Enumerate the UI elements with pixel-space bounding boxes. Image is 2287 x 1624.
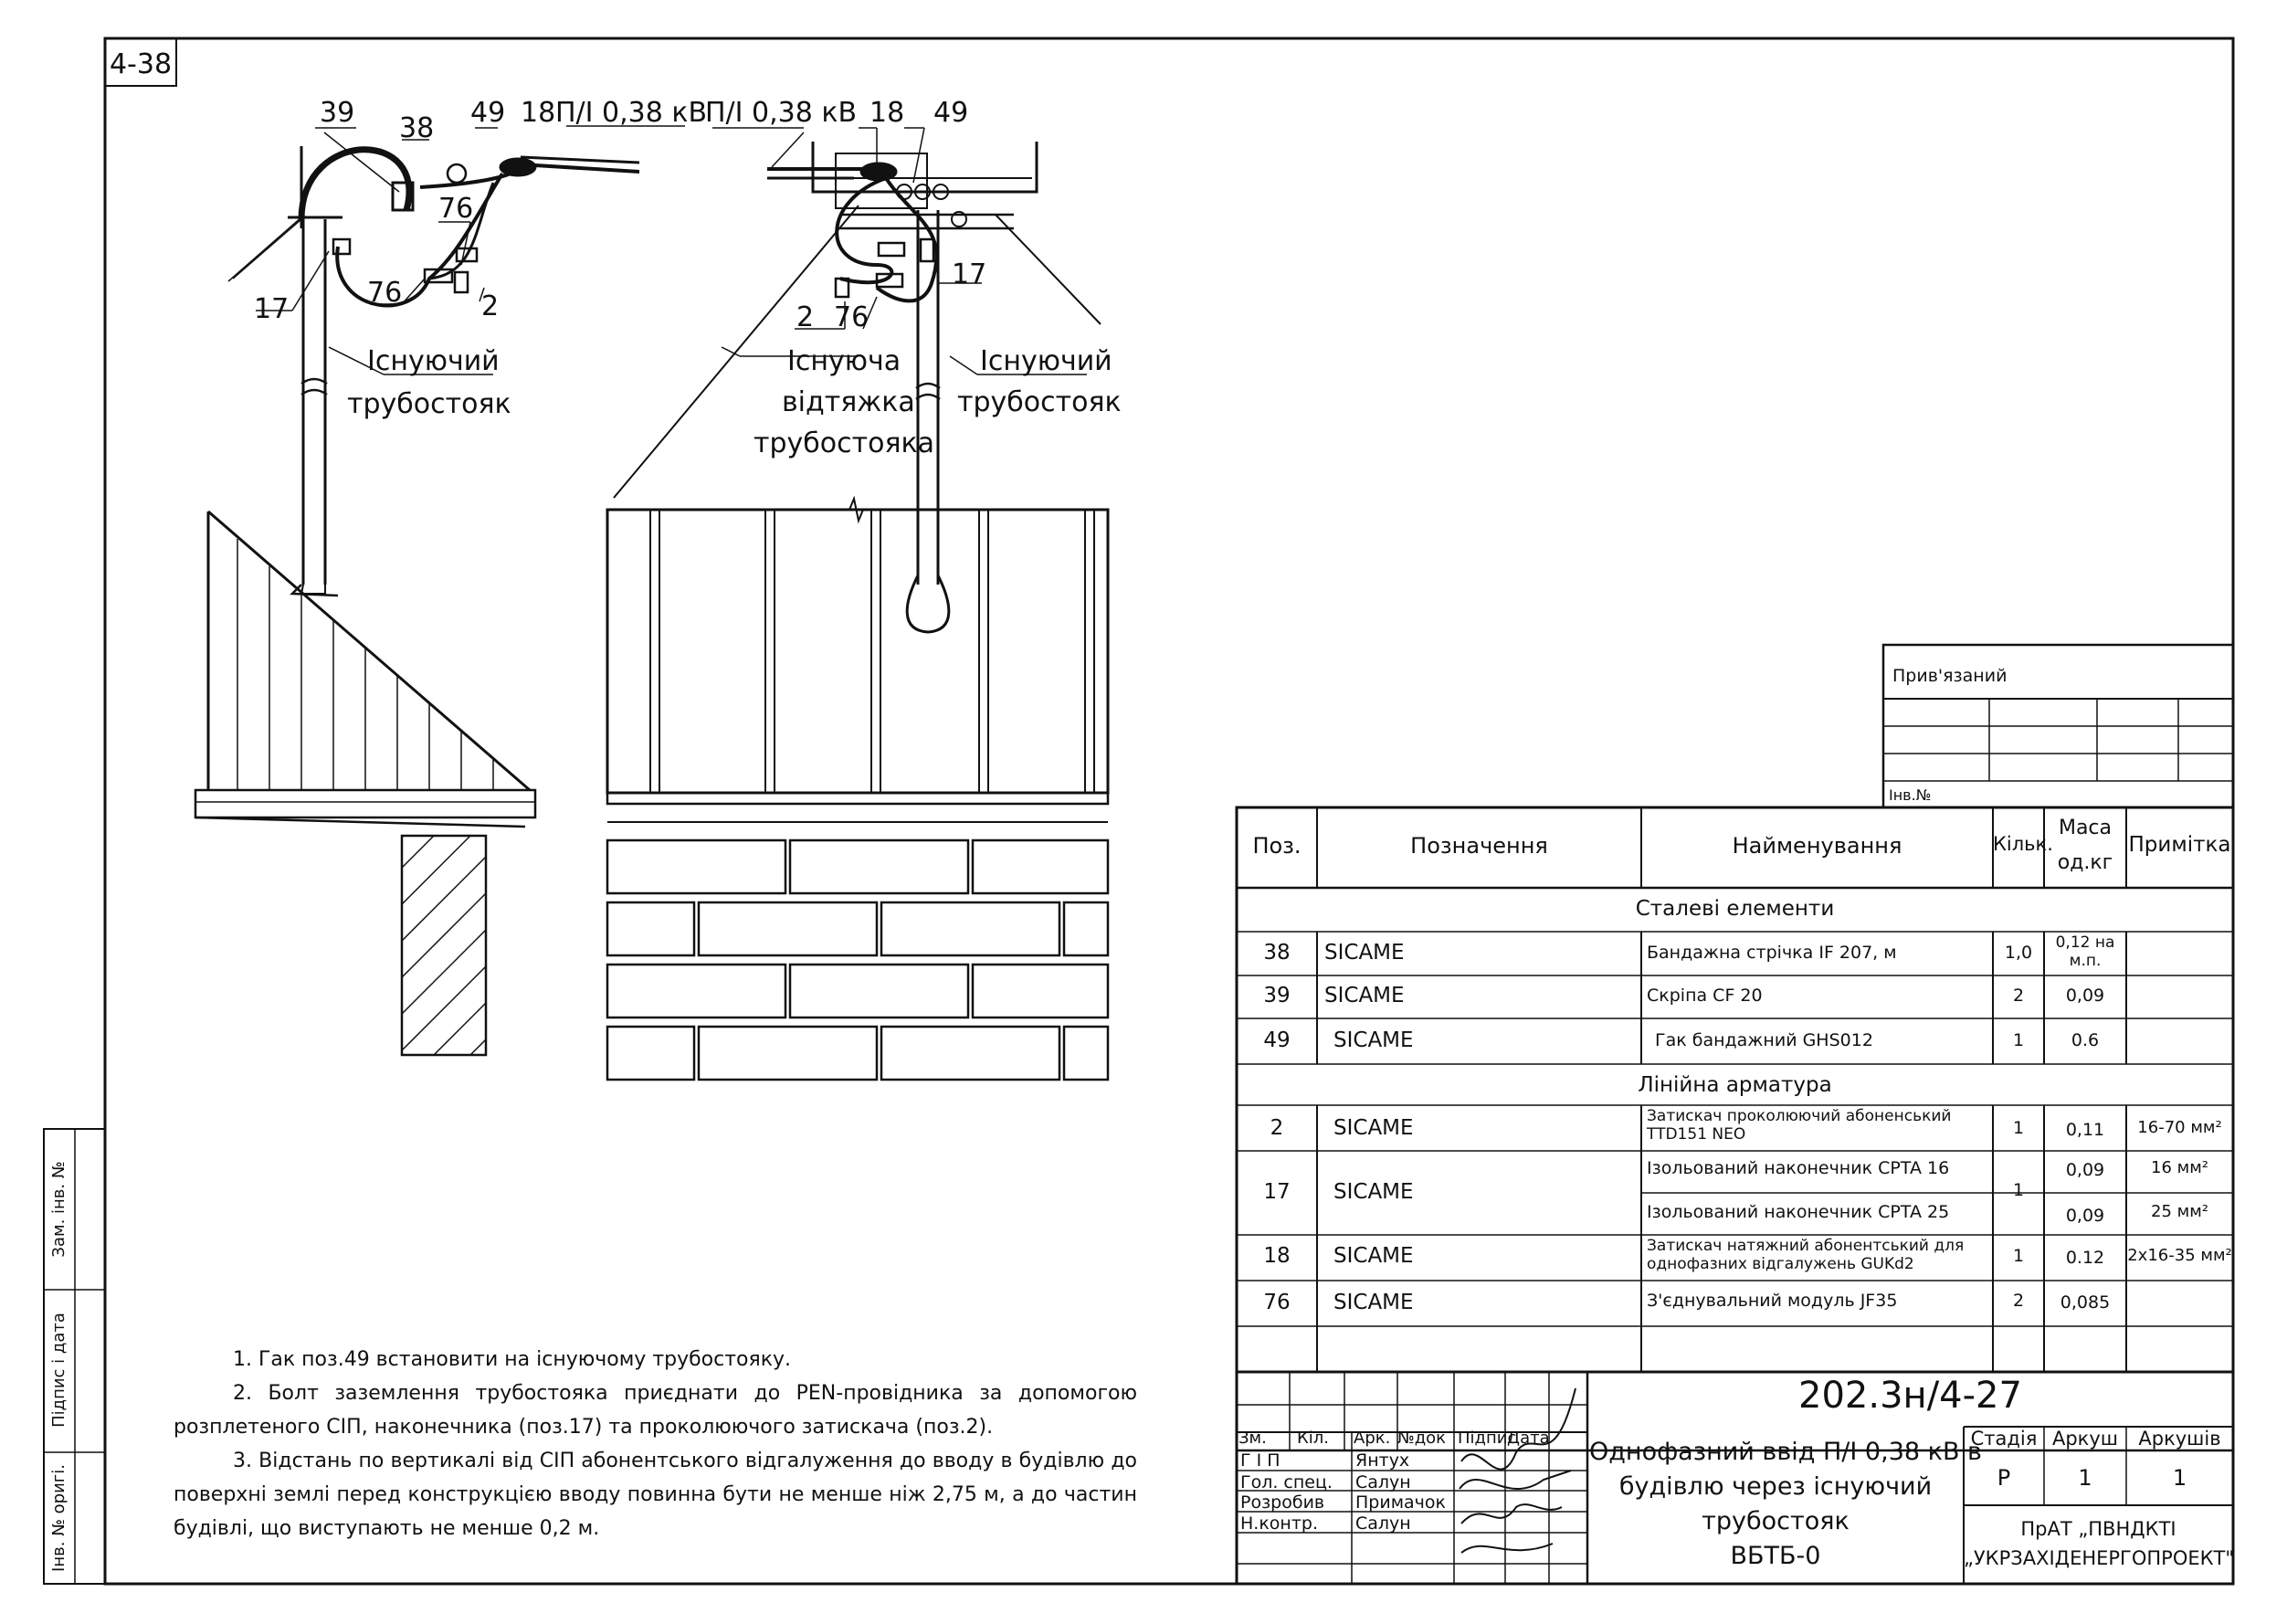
- right-label-2: 2: [796, 301, 815, 333]
- tb-person: Примачок: [1355, 1492, 1446, 1513]
- spec-row-mass: 0,11: [2065, 1120, 2105, 1140]
- left-caption-line2: трубостояк: [347, 388, 511, 420]
- spec-row-pos: 49: [1263, 1028, 1291, 1052]
- stage-value: Р: [1997, 1465, 2011, 1491]
- left-label-pi: П/І 0,38 кВ: [555, 97, 708, 129]
- left-label-18: 18: [521, 97, 556, 129]
- drawing-title-line3: трубостояк: [1702, 1507, 1850, 1535]
- spec-row-name: Бандажна стрічка IF 207, м: [1647, 943, 1897, 963]
- tb-person: Салун: [1355, 1513, 1411, 1534]
- tb-role: Н.контр.: [1240, 1513, 1319, 1534]
- spec-row-name: Затискач натяжний абонентський для однофазних відгалужень GUKd2: [1647, 1237, 1965, 1273]
- right-guy-line2: відтяжка: [782, 386, 915, 418]
- spec-header-name: Найменування: [1732, 833, 1902, 859]
- spec-row-designation: SICAME: [1324, 984, 1405, 1007]
- notes-block: [174, 1343, 1137, 1545]
- sheet-code: 4-38: [109, 48, 173, 80]
- tb-col-pidpys: Підпис: [1458, 1429, 1517, 1448]
- spec-row-qty: 2: [2012, 986, 2025, 1006]
- right-caption-line1: Існуючий: [980, 345, 1112, 377]
- tb-col-zm: Зм.: [1238, 1429, 1267, 1448]
- spec-row-note: 16-70 мм²: [2137, 1118, 2222, 1137]
- right-label-pi: П/І 0,38 кВ: [705, 97, 858, 129]
- spec-row-qty: 1,0: [2004, 943, 2033, 963]
- spec-row-mass: 0.6: [2071, 1030, 2100, 1050]
- left-label-49: 49: [470, 97, 506, 129]
- spec-header-note: Примітка: [2128, 833, 2231, 857]
- spec-row-pos: 39: [1263, 984, 1291, 1007]
- right-label-49: 49: [933, 97, 969, 129]
- tb-role: Розробив: [1240, 1492, 1325, 1513]
- spec-row-designation: SICAME: [1333, 1291, 1414, 1314]
- left-label-76a: 76: [438, 193, 474, 225]
- privyazaniy-inv: Інв.№: [1889, 786, 1932, 804]
- stage-label: Стадія: [1970, 1428, 2038, 1450]
- tb-col-data: Дата: [1507, 1429, 1550, 1448]
- right-label-18: 18: [869, 97, 905, 129]
- spec-row-pos: 17: [1263, 1180, 1291, 1204]
- spec-row-qty: 1: [2012, 1118, 2025, 1138]
- spec-row-mass: 0,085: [2060, 1292, 2111, 1313]
- sheet-label: Аркуш: [2051, 1428, 2119, 1450]
- spec-row-name: Скріпа CF 20: [1647, 986, 1763, 1006]
- stamp-pidpys: Підпис і дата: [49, 1313, 69, 1428]
- spec-row-note: 25 мм²: [2151, 1202, 2208, 1221]
- drawing-title-line4: ВБТБ-0: [1730, 1542, 1821, 1570]
- spec-row-designation: SICAME: [1333, 1244, 1414, 1268]
- spec-row-designation: SICAME: [1333, 1028, 1414, 1052]
- spec-row-note: 16 мм²: [2151, 1158, 2208, 1177]
- note-3: 3. Відстань по вертикалі від СІП абонентського відгалуження до вводу в будівлю до поверхні землі перед конструкцією вводу повинна бути не менше ніж 2,75 м, а до частин будівлі, що виступають не менше 0,2 м.: [174, 1450, 1137, 1540]
- tb-col-ndok: №док: [1397, 1429, 1447, 1448]
- spec-row-designation: SICAME: [1324, 941, 1405, 965]
- left-drawing: [195, 126, 685, 1055]
- spec-section-linear: Лінійна арматура: [1638, 1073, 1832, 1097]
- right-guy-line1: Існуюча: [787, 345, 901, 377]
- left-label-38: 38: [399, 112, 435, 144]
- spec-row-name: Ізольований наконечник CPTA 16: [1647, 1158, 1950, 1178]
- right-caption-line2: трубостояк: [957, 386, 1122, 418]
- tb-role: Гол. спец.: [1240, 1472, 1333, 1492]
- stamp-inv-orig: Інв. № оригі.: [49, 1464, 69, 1572]
- spec-row-pos: 38: [1263, 941, 1291, 965]
- spec-row-name: Гак бандажний GHS012: [1655, 1030, 1873, 1050]
- note-1: 1. Гак поз.49 встановити на існуючому трубостояку.: [233, 1348, 792, 1371]
- spec-row-pos: 76: [1263, 1291, 1291, 1314]
- spec-row-qty: 1: [2012, 1180, 2025, 1200]
- spec-row-designation: SICAME: [1333, 1116, 1414, 1140]
- spec-header-designation: Позначення: [1410, 833, 1548, 859]
- spec-row-name: Затискач проколюючий абоненський TTD151 NEO: [1647, 1107, 1952, 1144]
- tb-col-ark: Арк.: [1354, 1429, 1391, 1448]
- doc-number: 202.3н/4-27: [1798, 1375, 2022, 1417]
- sheets-label: Аркушів: [2138, 1428, 2221, 1450]
- right-label-17: 17: [952, 258, 987, 290]
- sheets-value: 1: [2172, 1465, 2187, 1491]
- spec-row-name: З'єднувальний модуль JF35: [1647, 1291, 1898, 1311]
- spec-row-mass: 0,09: [2065, 1160, 2105, 1180]
- spec-row-qty: 2: [2012, 1291, 2025, 1311]
- spec-row-mass: 0,09: [2065, 986, 2105, 1006]
- spec-row-designation: SICAME: [1333, 1180, 1414, 1204]
- spec-row-note: 2x16-35 мм²: [2127, 1246, 2232, 1265]
- spec-row-mass: 0,09: [2065, 1206, 2105, 1226]
- spec-section-steel: Сталеві елементи: [1635, 897, 1835, 921]
- left-label-17: 17: [254, 293, 290, 325]
- tb-col-kil: Кіл.: [1297, 1429, 1330, 1448]
- spec-row-mass: 0,12 на м.п.: [2055, 933, 2115, 970]
- spec-row-pos: 2: [1270, 1116, 1284, 1140]
- spec-row-mass: 0.12: [2065, 1248, 2105, 1268]
- tb-person: Салун: [1355, 1472, 1411, 1492]
- stamp-zam-inv: Зам. інв. №: [49, 1161, 69, 1258]
- right-drawing: [607, 128, 1108, 1080]
- drawing-title-line1: Однофазний ввід П/І 0,38 кВ в: [1589, 1438, 1982, 1466]
- spec-header-qty: Кільк.: [1993, 833, 2053, 855]
- left-caption-line1: Існуючий: [367, 345, 500, 377]
- side-stamp: [44, 1129, 105, 1584]
- note-2: 2. Болт заземлення трубостояка приєднати до PEN-провідника за допомогою розплетеного СІП, наконечника (поз.17) та проколюючого затискача (поз.2).: [174, 1382, 1137, 1439]
- sheet-value: 1: [2078, 1465, 2092, 1491]
- company-line2: „УКРЗАХІДЕНЕРГОПРОЕКТ": [1964, 1547, 2235, 1569]
- tb-role: Г І П: [1240, 1450, 1281, 1471]
- left-label-39: 39: [320, 97, 355, 129]
- spec-row-qty: 1: [2012, 1030, 2025, 1050]
- drawing-title-line2: будівлю через існуючий: [1618, 1472, 1933, 1501]
- spec-header-pos: Поз.: [1252, 833, 1302, 859]
- company-line1: ПрАТ „ПВНДКТІ: [2020, 1518, 2176, 1540]
- spec-header-mass-1: Маса: [2058, 817, 2113, 839]
- spec-row-name: Ізольований наконечник CPTA 25: [1647, 1202, 1950, 1222]
- tb-person: Янтух: [1355, 1450, 1410, 1471]
- right-label-76: 76: [834, 301, 869, 333]
- left-label-2: 2: [481, 290, 500, 322]
- spec-row-pos: 18: [1263, 1244, 1291, 1268]
- spec-row-qty: 1: [2012, 1246, 2025, 1266]
- privyazaniy-title: Прив'язаний: [1892, 666, 2008, 686]
- right-guy-line3: трубостояка: [754, 427, 935, 459]
- left-label-76b: 76: [367, 277, 403, 309]
- spec-header-mass-2: од.кг: [2057, 851, 2113, 874]
